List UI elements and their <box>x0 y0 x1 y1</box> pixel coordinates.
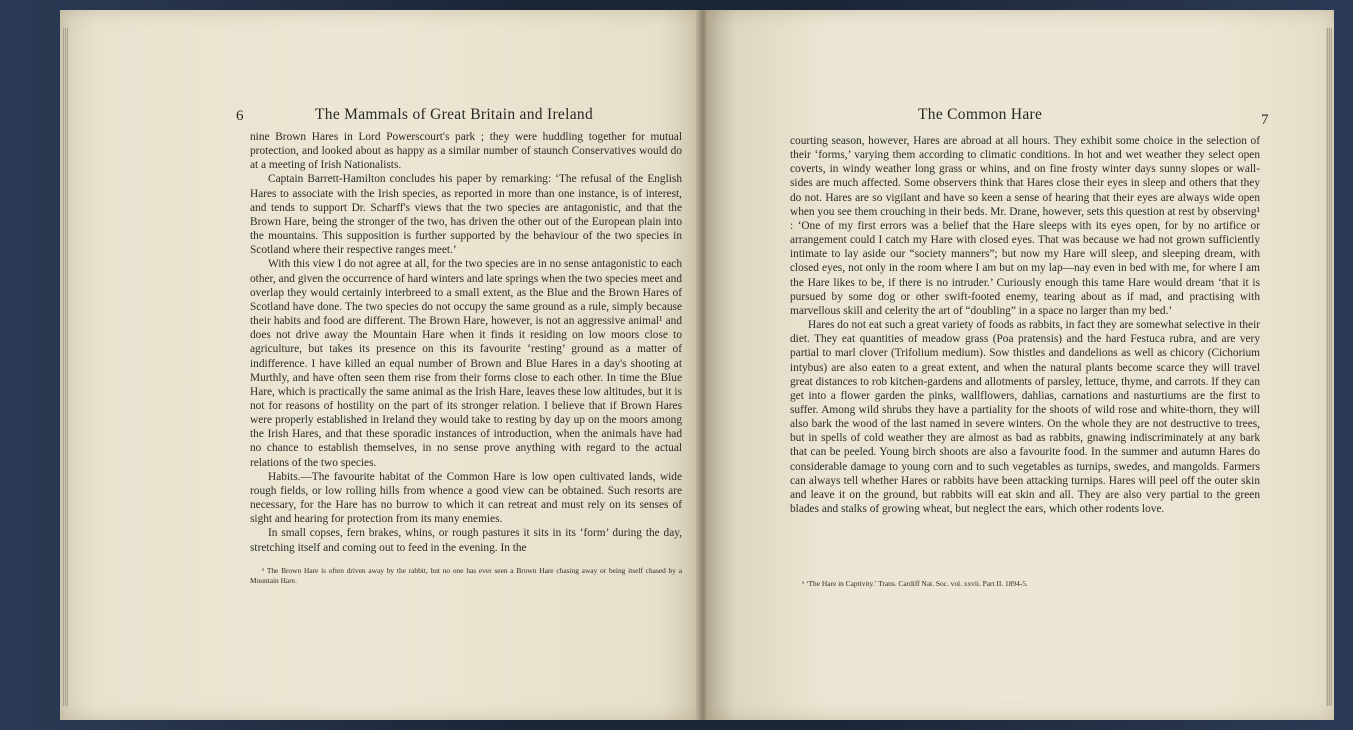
left-page-number: 6 <box>236 108 244 124</box>
page-edges-left <box>62 28 68 706</box>
paragraph: courting season, however, Hares are abroad at all hours. They exhibit some choice in the selection of their ‘forms,’ varying them according to climatic conditions. In hot and wet weather they select open coverts, in windy weather long grass or whins, and on fine frosty winter days sunny slopes or wall-sides are much affected. Some observers think that Hares close their eyes in sleep and others that they do not. Hares are so vigilant and have so keen a sense of hearing that their eyes are always wide open when you see them crouching in their beds. Mr. Drane, however, sets this question at rest by observing¹ : ‘One of my first errors was a belief that the Hare sleeps with its eyes open, for by no artifice or arrangement could I catch my Hare with closed eyes. That was because we had not grown sufficiently intimate to lay aside our “society manners”; but now my Hare will sleep, and sleeping dream, with closed eyes, not only in the room where I am but on my lap—nay even in bed with me, for where I am the Hare likes to be, if there is no intruder.’ Curiously enough this tame Hare would dream ‘that it is pursued by some dog or other swift-footed enemy, tearing about as if mad, and practising with marvellous skill and celerity the art of “doubling” in a space no larger than my bed.’ <box>790 135 1260 317</box>
left-running-head: The Mammals of Great Britain and Ireland <box>315 106 593 123</box>
paragraph: nine Brown Hares in Lord Powerscourt's park ; they were huddling together for mutual protection, and looked about as happy as a similar number of staunch Conservatives would do at a meeting of Irish Nationalists. <box>250 131 682 172</box>
paragraph: Habits.—The favourite habitat of the Common Hare is low open cultivated lands, wide rough fields, or low rolling hills from whence a good view can be obtained. Such resorts are necessary, for the Hare has no burrow to which it can retreat and must rely on its senses of sight and hearing for protection from its many enemies. <box>250 470 682 526</box>
paragraph: Hares do not eat such a great variety of foods as rabbits, in fact they are somewhat selective in their diet. They eat quantities of meadow grass (Poa pratensis) and the hard Festuca rubra, and are very partial to marl clover (Trifolium medium). Sow thistles and dandelions as well as chicory (Cichorium intybus) are also eaten to a great extent, and when the natural plants become scarce they will travel great distances to rob kitchen-gardens and allotments of parsley, lettuce, thyme, and carrots. If they can get into a flower garden the pinks, wallflowers, dahlias, carnations and nasturtiums are the first to suffer. Among wild shrubs they have a partiality for the shoots of wild rose and white-thorn, they will also bark the wood of the last named in severe winters. On the whole they are not destructive to trees, but in spells of cold weather they are almost as bad as rabbits, gnawing indiscriminately at any bark that can be peeled. Young birch shoots are also a favourite food. In the summer and autumn Hares do considerable damage to young corn and to such vegetables as turnips, swedes, and mangolds. Farmers can always tell whether Hares or rabbits have been attacking turnips. Hares will peel off the outer skin and leave it on the ground, but rabbits will eat skin and all. They are also very partial to the green blades and stalks of growing wheat, but neglect the ears, which other rodents love. <box>790 319 1260 516</box>
left-page <box>60 10 700 720</box>
right-running-head: The Common Hare <box>918 106 1043 123</box>
left-footnote <box>250 566 682 585</box>
page-edges-right <box>1326 28 1332 706</box>
paragraph: With this view I do not agree at all, for the two species are in no sense antagonistic to each other, and given the occurrence of hard winters and late springs when the two species meet and overlap they would certainly interbreed to a small extent, as the Blue and the Brown Hares of Scotland have done. The two species do not occupy the same ground as a rule, simply because their habits and food are different. The Brown Hare, however, is not an aggressive animal¹ and does not drive away the Mountain Hare when it finds it residing on low moors close to agriculture, but takes its presence on this its favourite ‘resting’ ground as a matter of indifference. I have killed an equal number of Brown and Blue Hares in a day's shooting at Murthly, and have often seen them rise from their forms close to each other. In time the Blue Hare, which is practically the same animal as the Irish Hare, leaves these low altitudes, but it is not for reasons of hostility on the part of its stronger relation. I believe that if Brown Hares were properly established in Ireland they would take to resting by day up on the moors among the Irish Hares, and that these sporadic instances of introduction, when the animals have had no chance to establish themselves, in no sense prove anything with regard to the actual relations of the two species. <box>250 258 682 469</box>
footnote-text: ¹ ‘The Hare in Captivity.’ Trans. Cardiff Nat. Soc. vol. xxvii. Part II. 1894-5. <box>802 579 1028 588</box>
paragraph: Captain Barrett-Hamilton concludes his paper by remarking: ‘The refusal of the English Hares to associate with the Irish species, as reported in more than one instance, is of interest, and tends to support Dr. Scharff's views that the two species are antagonistic, and that the Brown Hare, being the stronger of the two, has driven the other out of the European plain into the mountains. This supposition is further supported by the behaviour of the two species in Scotland where their respective ranges meet.’ <box>250 173 682 257</box>
right-page-number: 7 <box>1261 112 1269 128</box>
paragraph: In small copses, fern brakes, whins, or rough pastures it sits in its ‘form’ during the day, stretching itself and coming out to feed in the evening. In the <box>250 527 682 554</box>
footnote-text: ¹ The Brown Hare is often driven away by the rabbit, but no one has ever seen a Brown Hare chasing away or being itself chased by a Mountain Hare. <box>250 566 682 585</box>
right-page <box>706 10 1334 720</box>
right-body-text <box>790 134 1260 516</box>
right-footnote <box>790 579 1260 589</box>
left-body-text <box>250 130 682 555</box>
